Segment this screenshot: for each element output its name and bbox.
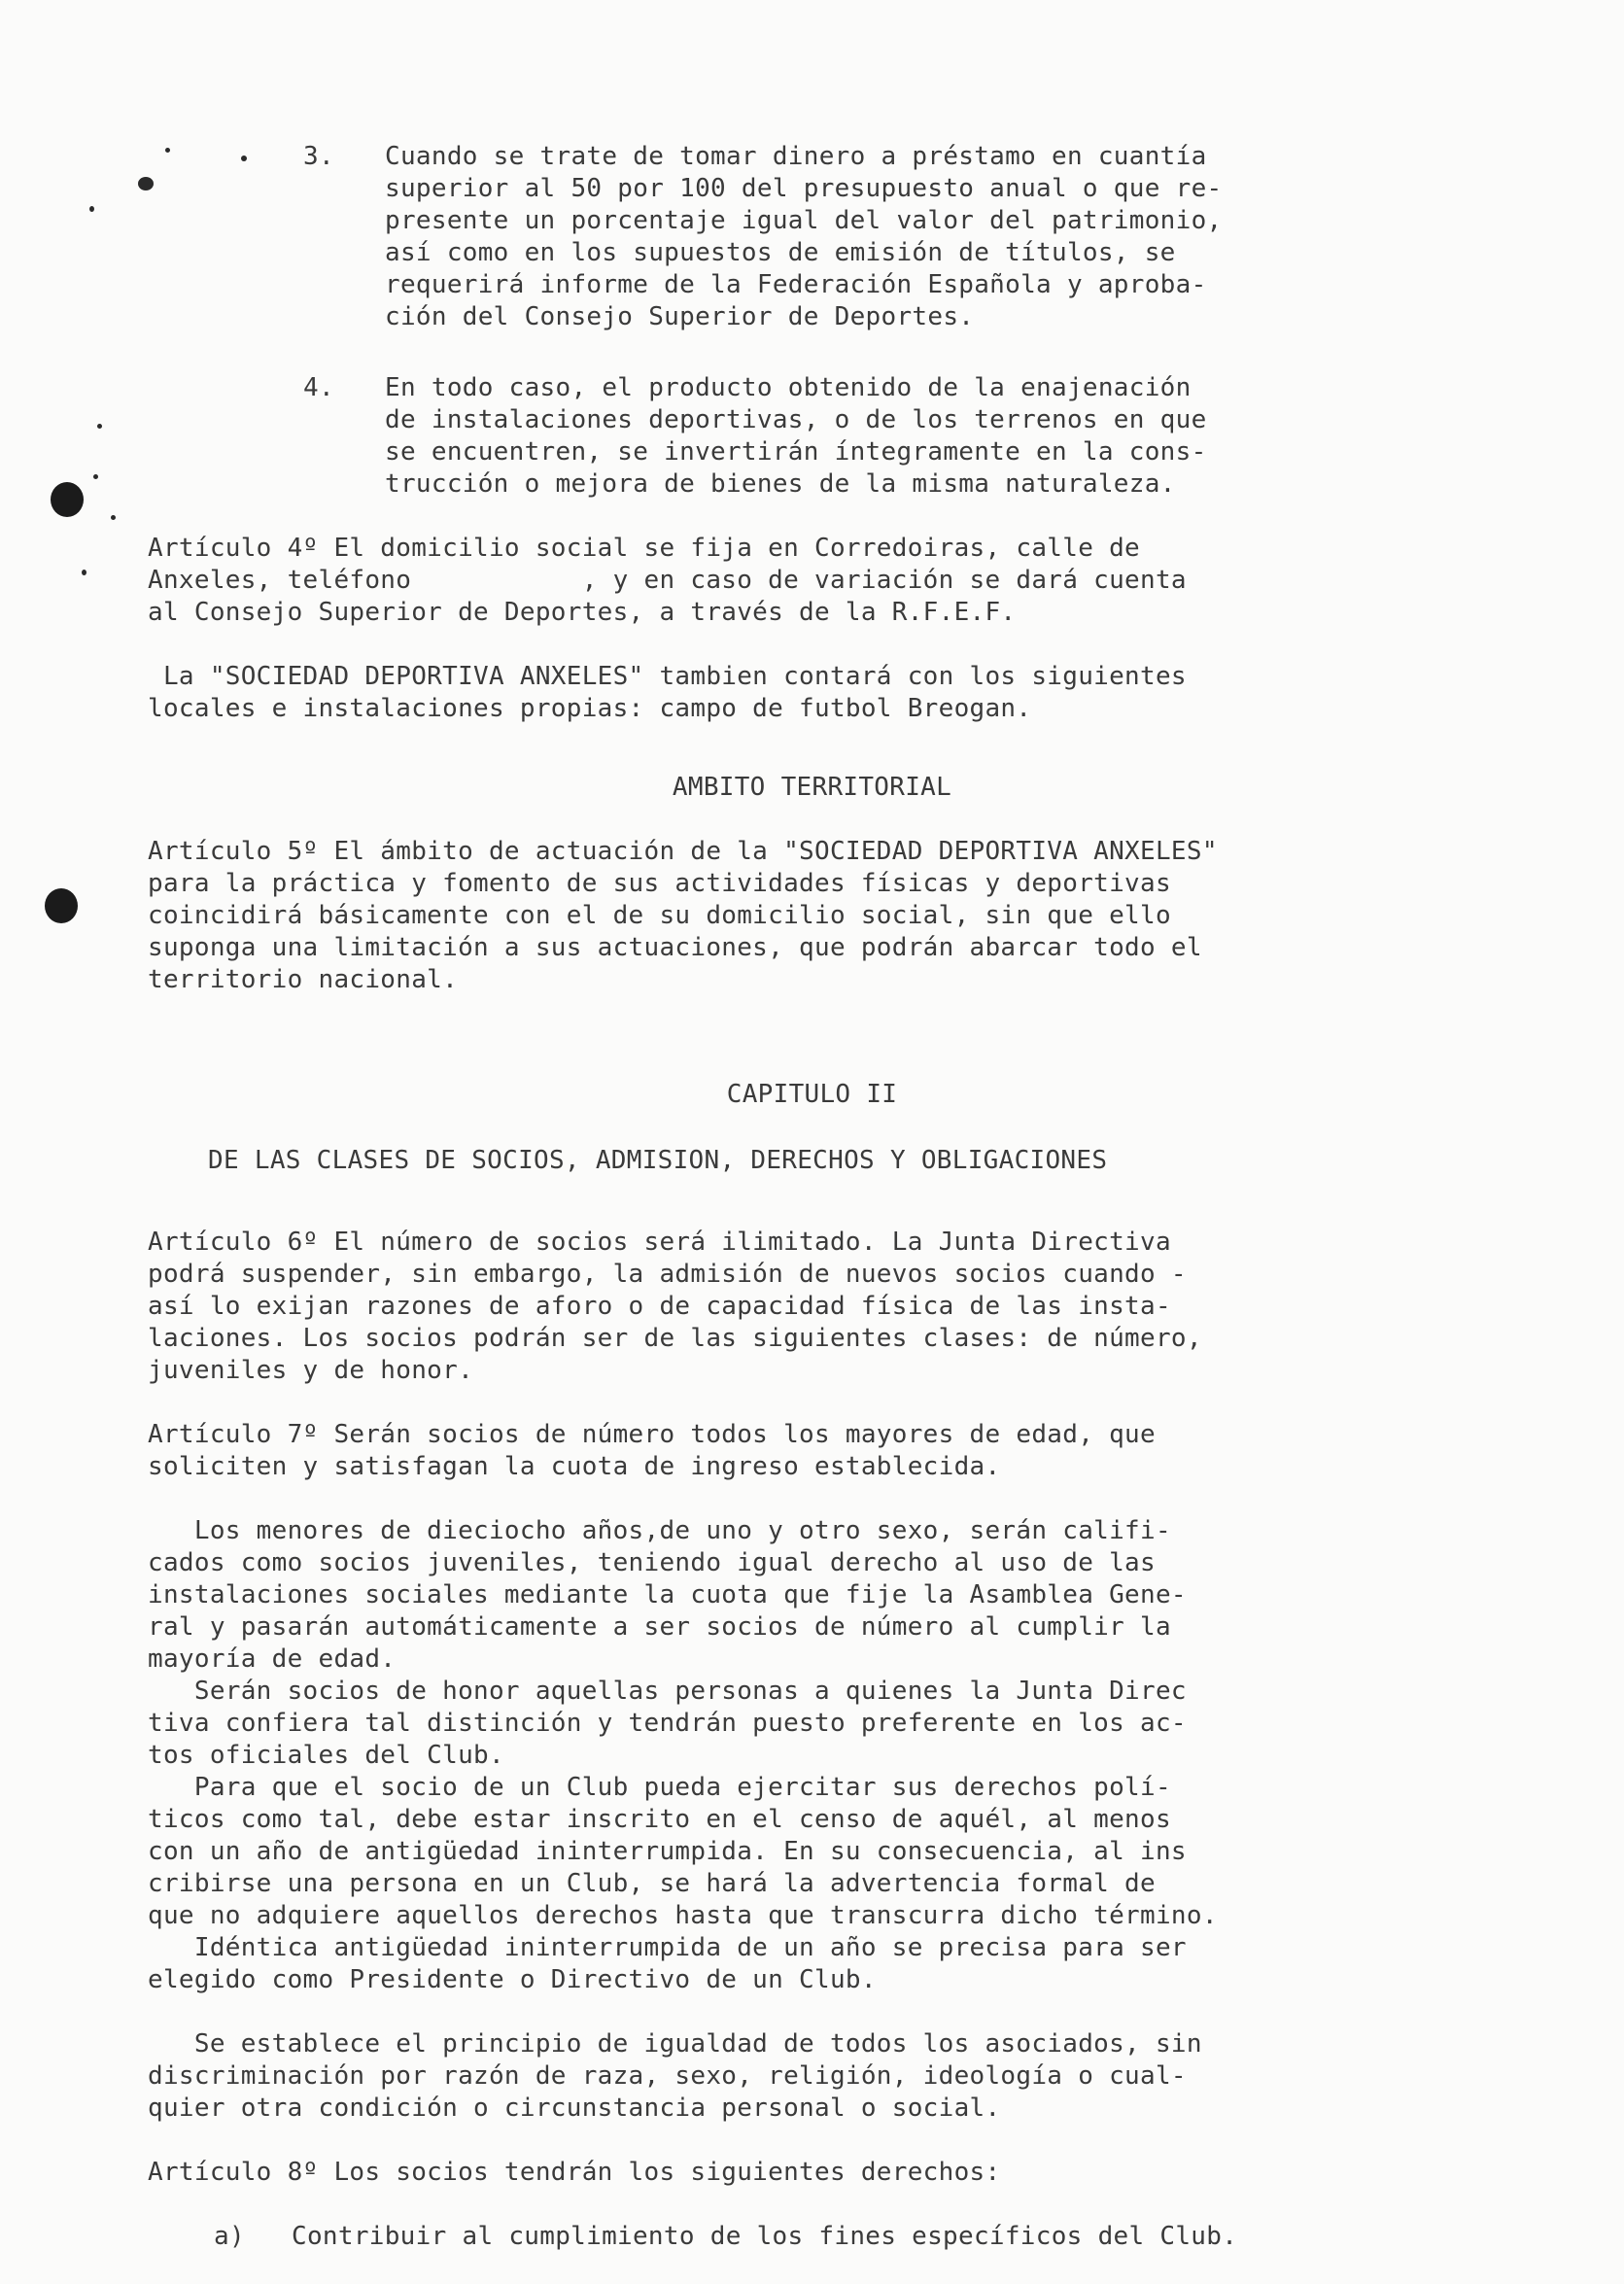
article-8-line: Artículo 8º Los socios tendrán los siguientes derechos: (148, 2158, 1001, 2187)
article-4-line: Anxeles, teléfono , y en caso de variación se dará cuenta (148, 566, 1187, 595)
article-4-line: al Consejo Superior de Deportes, a través de la R.F.E.F. (148, 598, 1017, 627)
text-line: superior al 50 por 100 del presupuesto anual o que re- (385, 174, 1223, 203)
ink-speck (82, 570, 86, 575)
text-line: cados como socios juveniles, teniendo igual derecho al uso de las (148, 1548, 1156, 1577)
text-line: requerirá informe de la Federación Española y aproba- (385, 270, 1207, 299)
text-line: Contribuir al cumplimiento de los fines específicos del Club. (292, 2222, 1238, 2251)
item-number: 4. (303, 373, 334, 402)
article-5-line: para la práctica y fomento de sus actividades físicas y deportivas (148, 869, 1171, 898)
punch-hole-bottom (45, 888, 78, 923)
ink-speck (111, 515, 116, 520)
ink-speck (241, 156, 247, 161)
text-line: se encuentren, se invertirán íntegramente en la cons- (385, 437, 1207, 467)
article-5-line: coincidirá básicamente con el de su domicilio social, sin que ello (148, 901, 1171, 930)
text-line: con un año de antigüedad ininterrumpida. En su consecuencia, al ins (148, 1837, 1187, 1866)
chapter-heading: CAPITULO II (726, 1080, 898, 1109)
text-line: La "SOCIEDAD DEPORTIVA ANXELES" tambien contará con los siguientes (148, 662, 1187, 691)
text-line: tos oficiales del Club. (148, 1741, 504, 1770)
article-7-line: soliciten y satisfagan la cuota de ingreso establecida. (148, 1452, 1001, 1481)
article-6-line: laciones. Los socios podrán ser de las siguientes clases: de número, (148, 1324, 1202, 1353)
text-line: mayoría de edad. (148, 1644, 397, 1674)
article-4-line: Artículo 4º El domicilio social se fija en Corredoiras, calle de (148, 534, 1141, 563)
text-line: Serán socios de honor aquellas personas a quienes la Junta Direc (148, 1677, 1187, 1706)
article-6-line: juveniles y de honor. (148, 1356, 474, 1385)
text-line: trucción o mejora de bienes de la misma naturaleza. (385, 469, 1176, 499)
chapter-subheading: DE LAS CLASES DE SOCIOS, ADMISION, DERECHOS Y OBLIGACIONES (208, 1146, 1108, 1175)
text-line: de instalaciones deportivas, o de los terrenos en que (385, 405, 1207, 434)
text-line: Los menores de dieciocho años,de uno y otro sexo, serán califi- (148, 1516, 1171, 1545)
article-7-line: Artículo 7º Serán socios de número todos los mayores de edad, que (148, 1420, 1156, 1449)
text-line: ral y pasarán automáticamente a ser socios de número al cumplir la (148, 1612, 1171, 1642)
ink-speck (165, 148, 170, 153)
text-line: ticos como tal, debe estar inscrito en el censo de aquél, al menos (148, 1805, 1171, 1834)
text-line: Para que el socio de un Club pueda ejercitar sus derechos polí- (148, 1773, 1171, 1802)
text-line: cribirse una persona en un Club, se hará la advertencia formal de (148, 1869, 1156, 1898)
text-line: En todo caso, el producto obtenido de la enajenación (385, 373, 1192, 402)
text-line: discriminación por razón de raza, sexo, religión, ideología o cual- (148, 2061, 1187, 2091)
text-line: Se establece el principio de igualdad de todos los asociados, sin (148, 2029, 1202, 2059)
ink-speck (138, 177, 154, 190)
article-5-line: suponga una limitación a sus actuaciones, que podrán abarcar todo el (148, 933, 1202, 962)
item-number: 3. (303, 142, 334, 171)
text-line: que no adquiere aquellos derechos hasta que transcurra dicho término. (148, 1901, 1218, 1930)
text-line: quier otra condición o circunstancia personal o social. (148, 2094, 1001, 2123)
punch-hole-top (51, 482, 84, 517)
section-heading: AMBITO TERRITORIAL (672, 773, 952, 802)
ink-speck (89, 206, 94, 212)
text-line: así como en los supuestos de emisión de títulos, se (385, 238, 1176, 267)
text-line: tiva confiera tal distinción y tendrán puesto preferente en los ac- (148, 1709, 1187, 1738)
article-5-line: territorio nacional. (148, 965, 459, 994)
text-line: instalaciones sociales mediante la cuota que fije la Asamblea Gene- (148, 1580, 1187, 1609)
article-6-line: podrá suspender, sin embargo, la admisión de nuevos socios cuando - (148, 1260, 1187, 1289)
text-line: Cuando se trate de tomar dinero a préstamo en cuantía (385, 142, 1207, 171)
ink-speck (97, 424, 102, 429)
ink-speck (93, 474, 98, 479)
article-6-line: Artículo 6º El número de socios será ilimitado. La Junta Directiva (148, 1228, 1171, 1257)
item-letter: a) (214, 2222, 245, 2251)
text-line: locales e instalaciones propias: campo de futbol Breogan. (148, 694, 1032, 723)
article-6-line: así lo exijan razones de aforo o de capacidad física de las insta- (148, 1292, 1171, 1321)
text-line: Idéntica antigüedad ininterrumpida de un año se precisa para ser (148, 1933, 1187, 1962)
text-line: presente un porcentaje igual del valor del patrimonio, (385, 206, 1223, 235)
text-line: elegido como Presidente o Directivo de un Club. (148, 1965, 877, 1994)
text-line: ción del Consejo Superior de Deportes. (385, 302, 975, 331)
article-5-line: Artículo 5º El ámbito de actuación de la "SOCIEDAD DEPORTIVA ANXELES" (148, 837, 1218, 866)
